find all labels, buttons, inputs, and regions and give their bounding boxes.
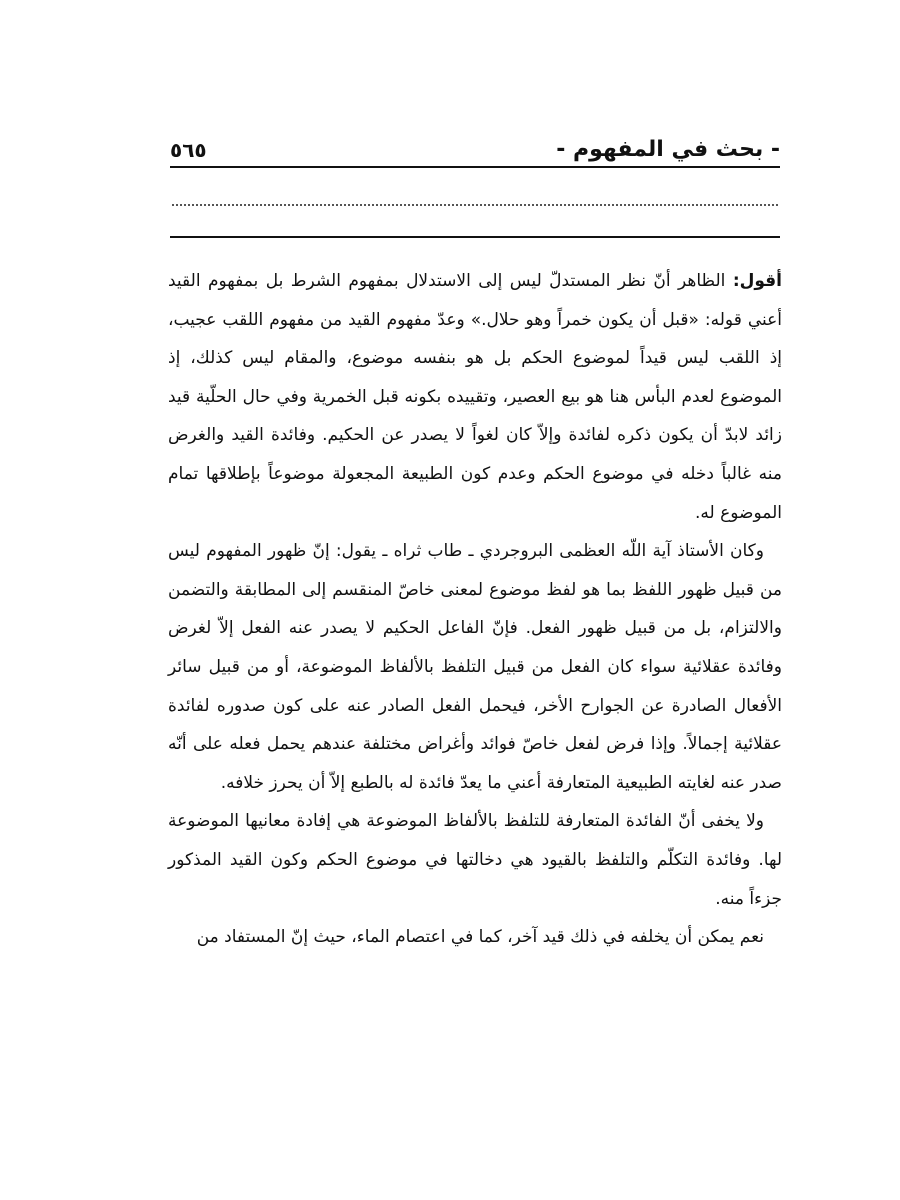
section-rule	[170, 236, 780, 238]
running-title: - بحث في المفهوم -	[556, 137, 780, 162]
paragraph-text: الظاهر أنّ نظر المستدلّ ليس إلى الاستدلال بمفهوم الشرط بل بمفهوم القيد أعني قوله: «قبل أن يكون خمراً وهو حلال.» وعدّ مفهوم القيد من مفهوم اللقب عجيب، إذ اللقب ليس قيداً لموضوع الحكم بل هو بنفسه موضوع، والمقام ليس كذلك، إذ الموضوع لعدم البأس هنا هو بيع العصير، وتقييده بكونه قبل الخمرية وفي حال الحلّية قيد زائد لابدّ أن يكون ذكره لفائدة وإلاّ كان لغواً لا يصدر عن الحكيم. وفائدة القيد والغرض منه غالباً دخله في موضوع الحكم وعدم كون الطبيعة المجعولة موضوعاً بإطلاقها تمام الموضوع له.	[168, 271, 782, 523]
header-rule	[170, 166, 780, 168]
paragraph-1	[168, 262, 782, 532]
paragraph-text: نعم يمكن أن يخلفه في ذلك قيد آخر، كما في اعتصام الماء، حيث إنّ المستفاد من	[196, 927, 764, 948]
dotted-rule	[172, 204, 778, 206]
paragraph-2	[168, 532, 782, 802]
paragraph-3	[168, 802, 782, 918]
paragraph-text: ولا يخفى أنّ الفائدة المتعارفة للتلفظ بالألفاظ الموضوعة هي إفادة معانيها الموضوعة لها. وفائدة التكلّم والتلفظ بالقيود هي دخالتها في موضوع الحكم وكون القيد المذكور جزءاً منه.	[168, 811, 782, 909]
paragraph-text: وكان الأستاذ آية اللّه العظمى البروجردي ـ طاب ثراه ـ يقول: إنّ ظهور المفهوم ليس من قبيل ظهور اللفظ بما هو لفظ موضوع لمعنى خاصّ المنقسم إلى المطابقة والتضمن والالتزام، بل من قبيل ظهور الفعل. فإنّ الفاعل الحكيم لا يصدر عنه الفعل إلاّ لغرض وفائدة عقلائية سواء كان الفعل من قبيل التلفظ بالألفاظ الموضوعة، أو من قبيل سائر الأفعال الصادرة عن الجوارح الأخر، فيحمل الفعل الصادر عنه على كون صدوره لفائدة عقلائية إجمالاً. وإذا فرض لفعل خاصّ فوائد وأغراض مختلفة عندهم يحمل فعله على أنّه صدر عنه لغايته الطبيعية المتعارفة أعني ما يعدّ فائدة له بالطبع إلاّ أن يحرز خلافه.	[168, 541, 782, 793]
page-number: ٥٦٥	[170, 138, 207, 162]
body-text	[168, 262, 782, 957]
page-header	[170, 130, 780, 170]
paragraph-4	[168, 918, 782, 957]
paragraph-lead: أقول:	[732, 271, 782, 291]
